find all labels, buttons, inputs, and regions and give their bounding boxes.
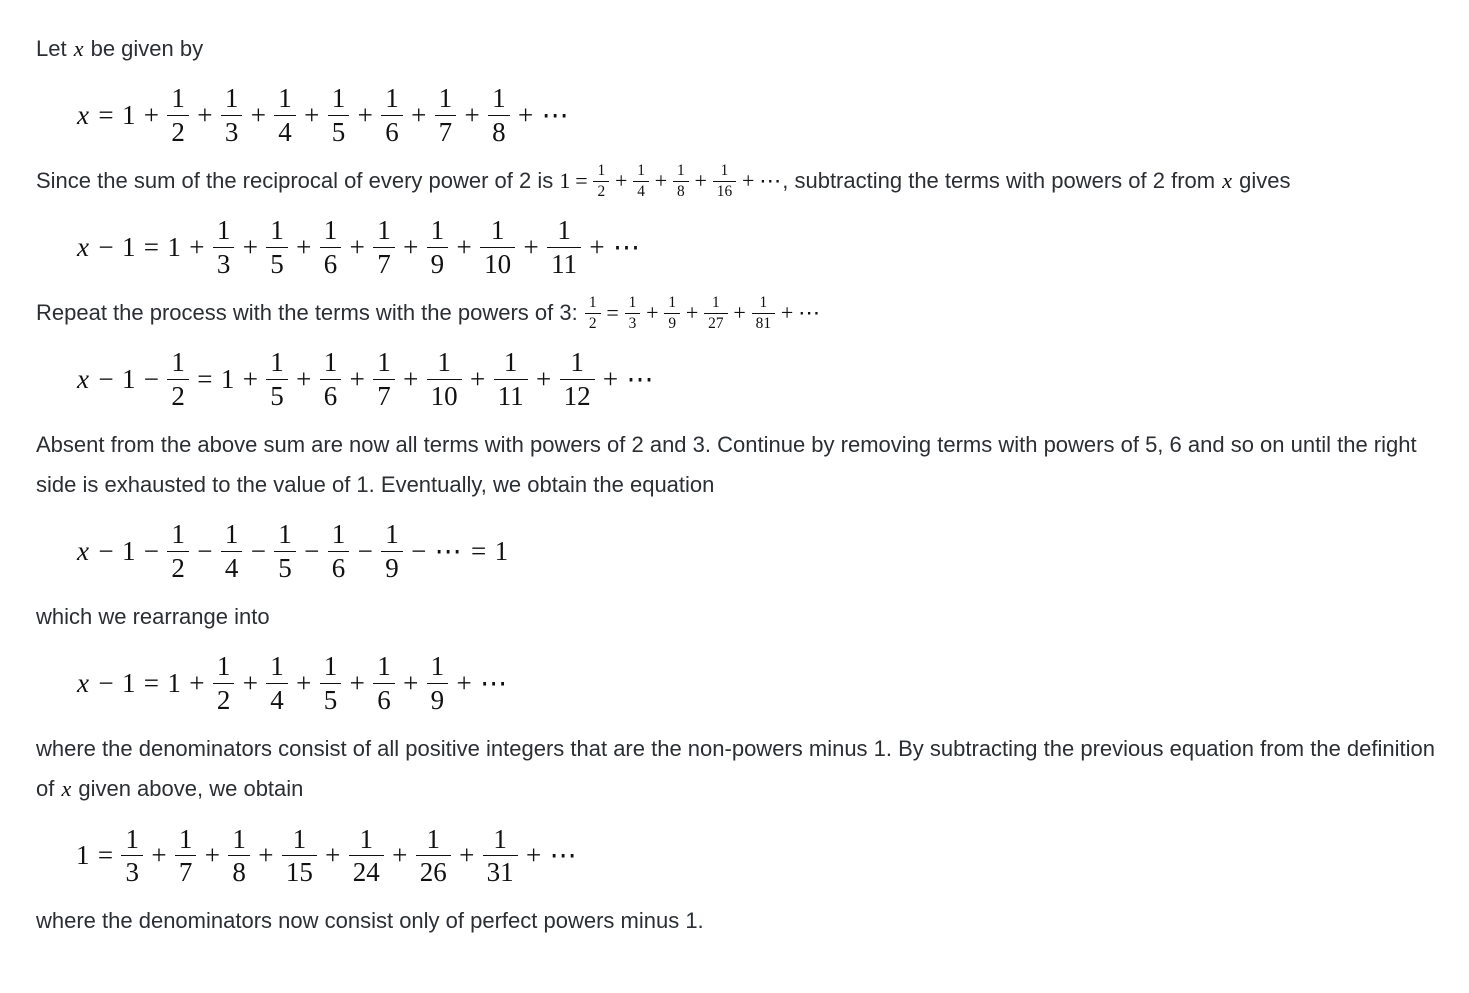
math-operator: = [143,231,160,262]
math-operator: + [685,300,699,326]
math-ellipsis: ⋯ [613,231,642,262]
fraction-numerator: 1 [438,83,453,114]
math-operator: + [197,99,213,130]
math-number: 1 [121,231,136,262]
math-operator: − [98,535,114,566]
para-powers-of-2 [36,161,1435,201]
fraction [175,824,197,887]
math-ellipsis: ⋯ [434,535,463,566]
fraction-denominator: 4 [221,551,243,583]
math-ellipsis: ⋯ [759,168,783,194]
math-operator: + [349,667,365,698]
fraction-denominator: 9 [664,313,680,333]
math-operator: = [197,363,213,394]
math-number: 1 [76,839,90,870]
fraction-denominator: 6 [320,379,342,411]
fraction-numerator: 1 [171,347,185,378]
math-operator: + [189,231,205,262]
fraction-denominator: 24 [349,855,384,887]
fraction-numerator: 1 [171,519,185,550]
math-number: 1 [121,667,136,698]
fraction-denominator: 5 [328,115,350,147]
math-operator: = [471,535,487,566]
fraction-numerator: 1 [270,347,284,378]
fraction [373,651,395,714]
math-operator: + [733,300,746,326]
fraction-numerator: 1 [377,347,391,378]
math-operator: − [250,535,266,566]
math-variable: x [77,667,89,698]
math-operator: + [403,231,419,262]
fraction-numerator: 1 [493,823,507,854]
para-rearrange [36,597,1435,637]
math-variable: x [77,535,89,566]
math-operator: − [98,363,114,394]
math-operator: + [296,363,312,394]
fraction [427,347,462,410]
math-operator: + [589,231,605,262]
fraction-numerator: 1 [430,215,445,246]
fraction [704,294,727,332]
fraction-denominator: 6 [328,551,350,583]
fraction-denominator: 5 [266,379,288,411]
math-operator: − [143,535,160,566]
math-ellipsis: ⋯ [480,667,509,698]
math-operator: − [98,231,114,262]
fraction-numerator: 1 [430,651,445,682]
math-variable: x [77,231,89,262]
fraction-denominator: 11 [547,247,581,279]
text-run: Repeat the process with the terms with the powers of 3: [36,300,584,326]
math-operator: = [575,168,588,194]
math-operator: − [143,363,160,394]
fraction-numerator: 1 [292,823,307,854]
fraction [221,83,243,146]
math-operator: + [296,667,312,698]
fraction [167,519,189,582]
eq-rearranged [76,650,1435,716]
fraction-denominator: 16 [713,181,736,201]
math-operator: + [459,839,475,870]
para-subtract-from-definition [36,729,1442,809]
math-operator: + [349,363,365,394]
fraction-denominator: 3 [625,313,641,333]
fraction-denominator: 7 [435,115,457,147]
fraction-denominator: 6 [320,247,342,279]
fraction-denominator: 8 [673,181,689,201]
fraction-denominator: 2 [593,181,609,201]
math-operator: + [456,231,472,262]
math-operator: + [357,99,373,130]
fraction-numerator: 1 [426,823,440,854]
math-operator: − [411,535,427,566]
math-operator: + [646,300,659,326]
fraction [213,215,235,278]
fraction [266,347,288,410]
fraction [427,215,449,278]
fraction [483,824,518,887]
fraction [625,294,641,332]
math-operator: + [258,839,274,870]
fraction-numerator: 1 [759,294,768,312]
math-number: 1 [167,231,181,262]
math-operator: + [151,839,167,870]
fraction-denominator: 2 [585,313,601,333]
math-variable: x [1222,168,1232,194]
math-operator: + [694,168,707,194]
fraction-numerator: 1 [171,83,185,114]
text-run: where the denominators consist of all positive integers that are the non-powers minus 1. By subtracting the previous equation from the definition of [36,736,1442,802]
math-variable: x [77,99,89,130]
fraction-numerator: 1 [216,651,231,682]
fraction [121,824,143,887]
fraction [416,824,451,887]
math-operator: + [517,99,534,130]
para-powers-of-3 [36,293,1435,333]
fraction-numerator: 1 [377,651,391,682]
fraction [547,215,581,278]
fraction-numerator: 1 [720,162,729,180]
fraction [266,215,288,278]
fraction [633,162,649,200]
math-operator: = [98,99,114,130]
fraction [274,519,296,582]
math-operator: + [523,231,539,262]
math-operator: + [742,168,755,194]
fraction-denominator: 3 [121,855,143,887]
math-operator: + [470,363,486,394]
fraction [664,294,680,332]
math-operator: = [606,300,619,326]
fraction [167,83,189,146]
math-operator: + [403,363,419,394]
eq-minus-powers-of-2 [76,214,1435,280]
fraction-numerator: 1 [588,294,597,312]
fraction-denominator: 27 [704,313,727,333]
fraction [593,162,609,200]
fraction [585,294,601,332]
text-run: Let [36,36,73,61]
fraction [488,83,510,146]
math-operator: + [403,667,419,698]
math-operator: + [526,839,542,870]
fraction-numerator: 1 [437,347,451,378]
fraction [752,294,775,332]
fraction-numerator: 1 [490,215,505,246]
fraction-denominator: 7 [373,247,395,279]
text-run: Since the sum of the reciprocal of every power of 2 is [36,168,560,194]
fraction [435,83,457,146]
math-operator: + [242,231,258,262]
math-variable: x [77,363,89,394]
math-number: 1 [167,667,181,698]
text-run: , subtracting the terms with powers of 2 from [782,168,1222,194]
eq-goldbach-euler [76,822,1435,888]
fraction-numerator: 1 [178,823,193,854]
fraction [373,215,395,278]
math-operator: + [242,667,258,698]
text-run: Absent from the above sum are now all terms with powers of 2 and 3. Continue by removing terms with powers of 5, 6 and so on until the right side is exhausted to the value of 1. Eventually, we obtain the equation [36,432,1423,498]
fraction-numerator: 1 [224,519,239,550]
fraction-numerator: 1 [278,83,292,114]
math-variable: x [73,36,84,61]
fraction-denominator: 4 [266,683,288,715]
fraction-numerator: 1 [270,651,284,682]
fraction [373,347,395,410]
math-operator: + [296,231,312,262]
math-operator: + [242,363,258,394]
fraction [349,824,384,887]
math-operator: + [325,839,341,870]
fraction-numerator: 1 [570,347,584,378]
math-operator: + [349,231,365,262]
fraction-numerator: 1 [270,215,284,246]
fraction-numerator: 1 [331,519,346,550]
math-operator: = [97,839,114,870]
fraction-numerator: 1 [557,215,571,246]
fraction [328,83,350,146]
math-ellipsis: ⋯ [626,363,655,394]
math-operator: + [456,667,472,698]
fraction-denominator: 9 [381,551,403,583]
fraction-denominator: 5 [274,551,296,583]
fraction-denominator: 7 [175,855,197,887]
eq-x-definition [76,82,1435,148]
para-intro [36,29,1435,69]
fraction-denominator: 12 [560,379,595,411]
math-operator: + [304,99,320,130]
fraction-numerator: 1 [677,162,685,180]
fraction [381,519,403,582]
fraction-numerator: 1 [385,519,399,550]
math-operator: − [304,535,320,566]
fraction-denominator: 5 [320,683,342,715]
math-operator: − [98,667,114,698]
fraction-denominator: 4 [633,181,649,201]
text-run: which we rearrange into [36,604,270,630]
fraction-denominator: 7 [373,379,395,411]
fraction-numerator: 1 [216,215,231,246]
math-operator: + [614,168,628,194]
fraction [480,215,515,278]
fraction-denominator: 11 [494,379,528,411]
fraction-numerator: 1 [323,347,338,378]
fraction-denominator: 15 [282,855,317,887]
fraction-numerator: 1 [232,823,246,854]
fraction-denominator: 4 [274,115,296,147]
math-operator: + [602,363,619,394]
fraction-denominator: 2 [167,115,189,147]
fraction-denominator: 3 [221,115,243,147]
fraction [494,347,528,410]
fraction-numerator: 1 [323,651,338,682]
fraction-denominator: 9 [427,247,449,279]
math-ellipsis: ⋯ [798,300,822,326]
fraction-denominator: 31 [483,855,518,887]
fraction [282,824,317,887]
fraction-numerator: 1 [668,294,677,312]
math-operator: + [250,99,266,130]
math-operator: + [780,300,794,326]
math-number: 1 [121,535,136,566]
fraction-numerator: 1 [637,162,645,180]
fraction-denominator: 2 [167,551,189,583]
fraction [320,651,342,714]
fraction-denominator: 5 [266,247,288,279]
fraction-numerator: 1 [712,294,720,312]
math-operator: − [357,535,373,566]
fraction-numerator: 1 [359,823,374,854]
math-operator: + [654,168,668,194]
para-continue-removing [36,425,1435,505]
fraction [673,162,689,200]
fraction-denominator: 2 [167,379,189,411]
math-operator: + [204,839,220,870]
text-run: where the denominators now consist only of perfect powers minus 1. [36,908,704,934]
fraction [213,651,235,714]
text-run: gives [1232,168,1291,194]
math-operator: + [143,99,160,130]
math-document [36,29,1442,941]
fraction-denominator: 26 [416,855,451,887]
fraction [381,83,403,146]
math-operator: = [143,667,160,698]
fraction-numerator: 1 [503,347,518,378]
fraction-numerator: 1 [323,215,338,246]
fraction-numerator: 1 [125,823,139,854]
para-conclusion [36,901,1435,941]
fraction [328,519,350,582]
fraction-denominator: 6 [373,683,395,715]
math-number: 1 [494,535,509,566]
fraction-numerator: 1 [385,83,399,114]
fraction-denominator: 10 [480,247,515,279]
math-number: 1 [220,363,235,394]
eq-minus-powers-of-3 [76,346,1435,412]
fraction [274,83,296,146]
fraction [167,347,189,410]
math-operator: + [189,667,205,698]
fraction [266,651,288,714]
fraction [427,651,449,714]
math-number: 1 [121,99,136,130]
text-run: be given by [84,36,204,61]
math-variable: x [61,776,72,802]
math-operator: + [464,99,480,130]
fraction-numerator: 1 [224,83,239,114]
fraction-denominator: 2 [213,683,235,715]
fraction [713,162,736,200]
fraction-numerator: 1 [377,215,391,246]
fraction-numerator: 1 [492,83,506,114]
fraction [228,824,250,887]
fraction-denominator: 8 [488,115,510,147]
fraction-denominator: 8 [228,855,250,887]
math-operator: + [411,99,427,130]
fraction-denominator: 6 [381,115,403,147]
fraction-denominator: 10 [427,379,462,411]
math-number: 1 [559,168,571,194]
math-operator: − [197,535,213,566]
fraction-numerator: 1 [597,162,606,180]
eq-exhausted-to-1 [76,518,1435,584]
fraction-denominator: 81 [752,313,775,333]
math-operator: + [535,363,552,394]
math-ellipsis: ⋯ [549,839,578,870]
fraction [320,347,342,410]
fraction [560,347,595,410]
fraction [221,519,243,582]
fraction-numerator: 1 [278,519,292,550]
math-operator: + [392,839,408,870]
fraction-denominator: 9 [427,683,449,715]
fraction-numerator: 1 [628,294,637,312]
fraction-numerator: 1 [331,83,346,114]
fraction-denominator: 3 [213,247,235,279]
fraction [320,215,342,278]
math-ellipsis: ⋯ [541,99,570,130]
math-number: 1 [121,363,136,394]
text-run: given above, we obtain [72,776,304,802]
